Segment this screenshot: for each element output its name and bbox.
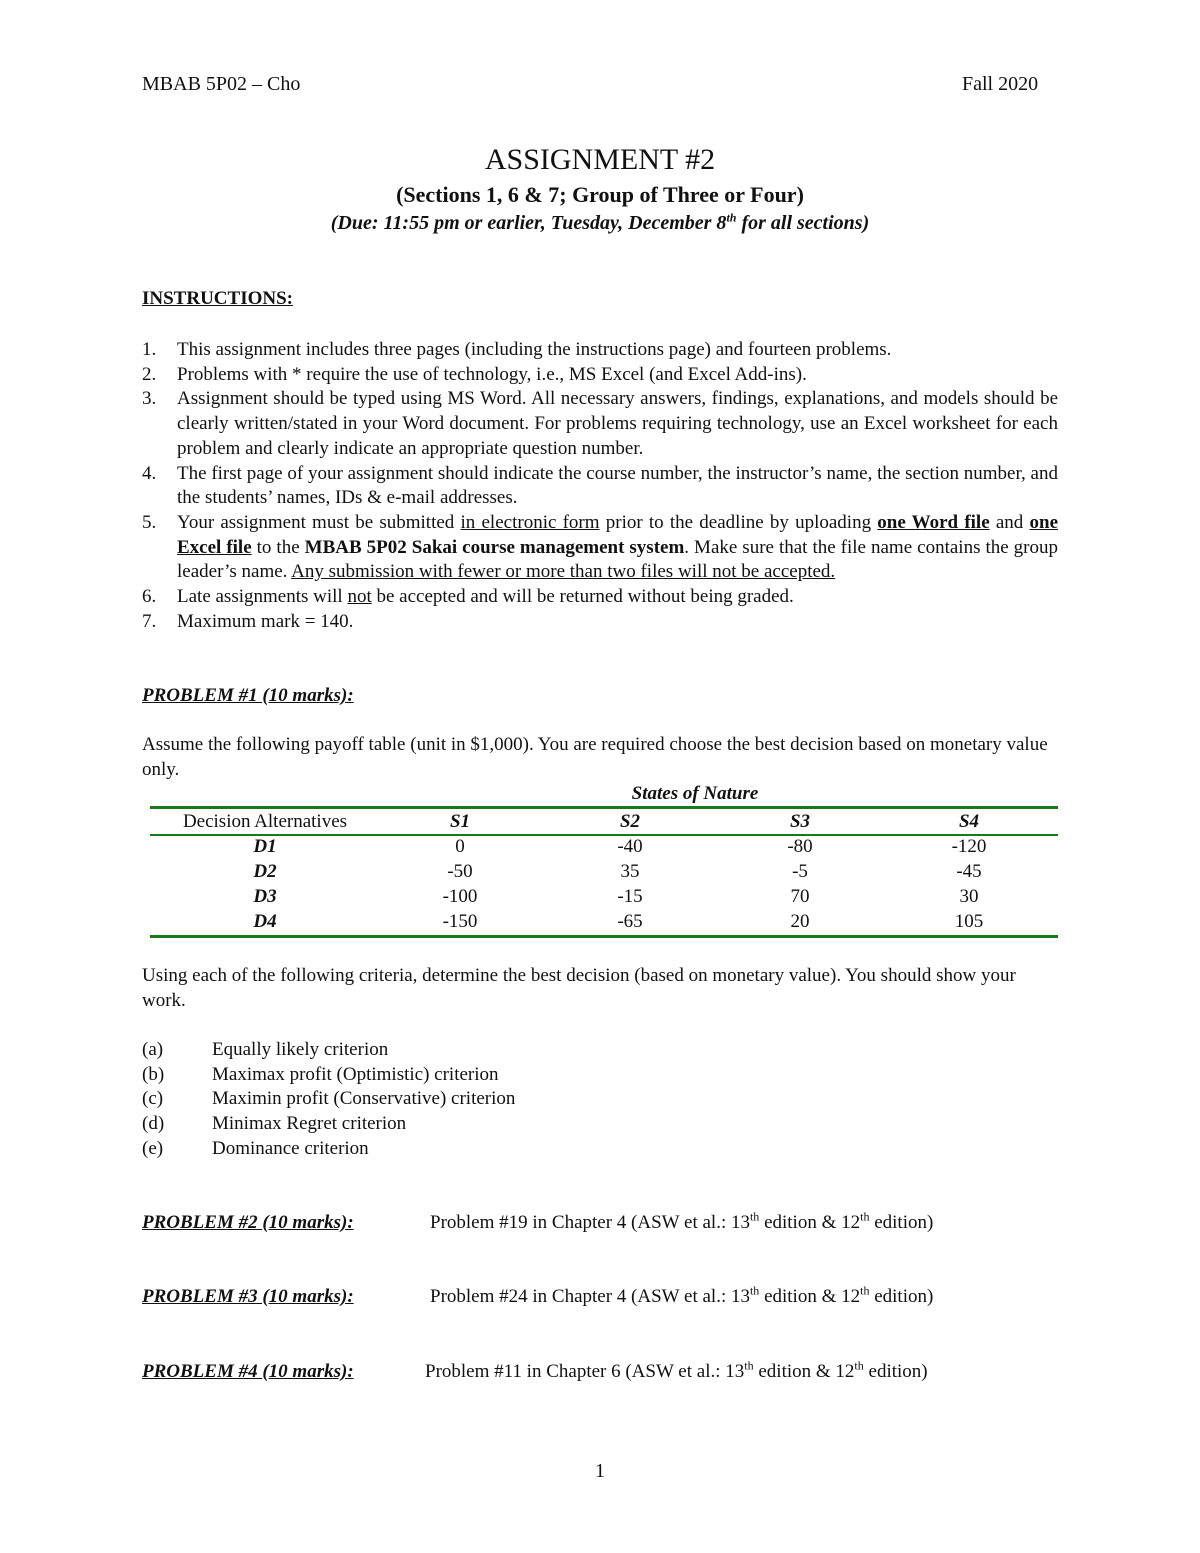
states-of-nature-label: States of Nature [631, 783, 759, 804]
table-cell: D2 [253, 860, 277, 882]
problem-1-intro: Assume the following payoff table (unit in $1,000). You are required choose the best decision based on monetary value only. [142, 734, 1048, 780]
criterion-item: (d) Minimax Regret criterion [142, 1113, 407, 1135]
table-cell: 0 [455, 835, 465, 857]
problem-4-reference: Problem #11 in Chapter 6 (ASW et al.: 13th edition & 12th edition) [425, 1358, 928, 1382]
table-header-row [150, 809, 1058, 834]
table-cell: 30 [959, 885, 979, 907]
instruction-item: 1. This assignment includes three pages (including the instructions page) and fourteen problems. [142, 339, 892, 360]
problem-2-heading: PROBLEM #2 (10 marks): [142, 1212, 354, 1233]
problem-1-heading: PROBLEM #1 (10 marks): [142, 685, 354, 706]
table-cell: -80 [787, 835, 813, 857]
table-row [150, 909, 1058, 934]
criterion-item: (e) Dominance criterion [142, 1137, 369, 1159]
table-cell: -50 [447, 860, 473, 882]
page-title: ASSIGNMENT #2 [484, 143, 716, 176]
table-cell: D1 [253, 835, 277, 857]
instruction-item: 5. Your assignment must be submitted in electronic form prior to the deadline by uploading one Word file and one Excel file to the MBAB 5P02 Sakai course management system. Make sure that the file name contains the group leader’s name. Any submission with fewer or more than two files will not be accepted. [142, 511, 1059, 583]
header-course: MBAB 5P02 – Cho [142, 73, 301, 95]
criterion-item: (a) Equally likely criterion [142, 1039, 389, 1060]
instruction-item: 4. The first page of your assignment should indicate the course number, the instructor’s name, the section number, and the students’ names, IDs & e-mail addresses. [142, 462, 1058, 509]
header-term: Fall 2020 [962, 73, 1039, 95]
due-date: (Due: 11:55 pm or earlier, Tuesday, December 8th for all sections) [330, 210, 870, 234]
criterion-item: (c) Maximin profit (Conservative) criterion [142, 1088, 516, 1110]
problem-4 [142, 1358, 928, 1383]
instructions-heading: INSTRUCTIONS: [142, 288, 293, 309]
table-cell: -45 [956, 860, 982, 882]
table-cell: -65 [617, 910, 643, 932]
instruction-item: 6. Late assignments will not be accepted and will be returned without being graded. [142, 586, 794, 608]
problem-1-question: Using each of the following criteria, determine the best decision (based on monetary value). You should show your work. [142, 965, 1016, 1011]
problem-3 [142, 1283, 934, 1308]
table-cell: 35 [620, 860, 640, 882]
page-subtitle: (Sections 1, 6 & 7; Group of Three or Four) [396, 182, 804, 207]
column-header: S4 [958, 810, 980, 832]
payoff-table [150, 809, 1058, 934]
table-row [150, 859, 1058, 884]
table-row [150, 834, 1058, 859]
instructions-list [142, 338, 1058, 634]
table-cell: -15 [617, 885, 643, 907]
table-cell: -150 [442, 910, 478, 932]
criteria-list [142, 1038, 515, 1162]
problem-2-reference: Problem #19 in Chapter 4 (ASW et al.: 13th edition & 12th edition) [430, 1209, 934, 1233]
problem-2 [142, 1209, 934, 1234]
table-cell: D4 [253, 910, 277, 932]
table-cell: D3 [253, 885, 277, 907]
table-cell: -120 [951, 835, 987, 857]
table-row [150, 884, 1058, 909]
problem-4-heading: PROBLEM #4 (10 marks): [142, 1361, 354, 1382]
page-number: 1 [595, 1460, 605, 1482]
table-cell: -100 [442, 885, 478, 907]
table-cell: 105 [954, 910, 984, 932]
column-header: S2 [619, 810, 641, 832]
column-header: S3 [789, 810, 811, 832]
criterion-item: (b) Maximax profit (Optimistic) criterion [142, 1063, 499, 1085]
table-cell: 20 [790, 910, 810, 932]
column-header: S1 [449, 810, 471, 832]
table-bottom-rule [150, 935, 1058, 938]
column-header: Decision Alternatives [182, 810, 348, 832]
problem-3-reference: Problem #24 in Chapter 4 (ASW et al.: 13th edition & 12th edition) [430, 1283, 934, 1307]
instruction-item: 3. Assignment should be typed using MS Word. All necessary answers, findings, explanations, and models should be clearly written/stated in your Word document. For problems requiring technology, use an Excel worksheet for each problem and clearly indicate an appropriate question number. [142, 388, 1058, 459]
problem-3-heading: PROBLEM #3 (10 marks): [142, 1286, 354, 1307]
table-cell: 70 [790, 885, 810, 907]
instruction-item: 7. Maximum mark = 140. [142, 610, 354, 632]
table-cell: -40 [617, 835, 643, 857]
instruction-item: 2. Problems with * require the use of technology, i.e., MS Excel (and Excel Add-ins). [142, 363, 807, 385]
table-cell: -5 [792, 860, 808, 882]
